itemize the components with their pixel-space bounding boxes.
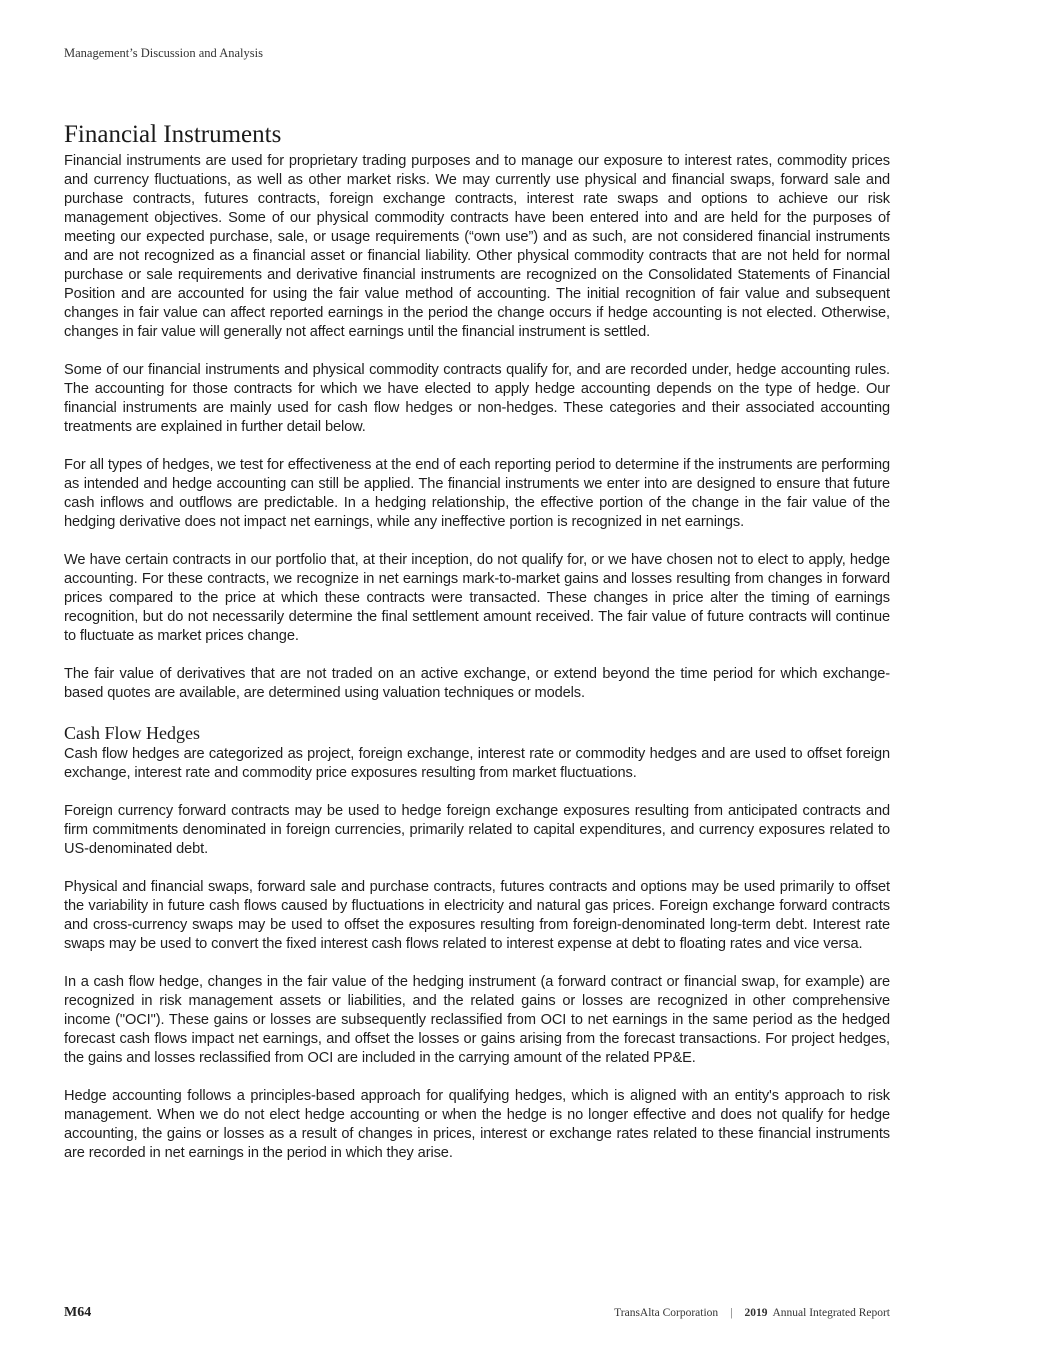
footer-report-info <box>614 1307 890 1319</box>
footer-company: TransAlta Corporation <box>614 1307 719 1319</box>
paragraph: Financial instruments are used for proprietary trading purposes and to manage our exposure to interest rates, commodity prices and currency fluctuations, as well as other market risks. We may currently use physical and financial swaps, forward sale and purchase contracts, futures contracts, foreign exchange contracts, interest rate swaps and options to achieve our risk management objectives. Some of our physical commodity contracts have been entered into and are held for the purposes of meeting our expected purchase, sale, or usage requirements (“own use”) and as such, are not considered financial instruments and are not recognized as a financial asset or financial liability. Other physical commodity contracts that are not held for normal purchase or sale requirements and derivative financial instruments are recognized on the Consolidated Statements of Financial Position and are accounted for using the fair value method of accounting. The initial recognition of fair value and subsequent changes in fair value can affect reported earnings in the period the change occurs if hedge accounting is not elected. Otherwise, changes in fair value will generally not affect earnings until the financial instrument is settled. <box>64 153 890 340</box>
page-number: M64 <box>64 1305 92 1320</box>
footer-separator: | <box>730 1307 733 1319</box>
running-header: Management’s Discussion and Analysis <box>64 46 263 60</box>
page-content <box>64 120 890 1182</box>
paragraph: Cash flow hedges are categorized as project, foreign exchange, interest rate or commodity hedges and are used to offset foreign exchange, interest rate and commodity price exposures resulting from market fluctuations. <box>64 746 890 781</box>
footer-year: 2019 <box>744 1307 768 1319</box>
cash-flow-hedges-section <box>64 722 890 1163</box>
paragraph: In a cash flow hedge, changes in the fair value of the hedging instrument (a forward contract or financial swap, for example) are recognized in risk management assets or liabilities, and the related gains or losses are recognized in other comprehensive income ("OCI"). These gains or losses are subsequently reclassified from OCI to net earnings in the same period as the hedged forecast cash flows impact net earnings, and offset the losses or gains arising from the forecast transactions. For project hedges, the gains and losses reclassified from OCI are included in the carrying amount of the related PP&E. <box>64 974 890 1066</box>
paragraph: Hedge accounting follows a principles-based approach for qualifying hedges, which is aligned with an entity's approach to risk management. When we do not elect hedge accounting or when the hedge is no longer effective and does not qualify for hedge accounting, the gains or losses as a result of changes in prices, interest or exchange rates related to these financial instruments are recorded in net earnings in the period in which they arise. <box>64 1088 890 1161</box>
paragraph: We have certain contracts in our portfolio that, at their inception, do not qualify for, or we have chosen not to elect to apply, hedge accounting. For these contracts, we recognize in net earnings mark-to-market gains and losses resulting from changes in forward prices compared to the price at which these contracts were transacted. These changes in price alter the timing of earnings recognition, but do not necessarily determine the final settlement amount received. The fair value of future contracts will continue to fluctuate as market prices change. <box>64 552 890 644</box>
footer-report-name: Annual Integrated Report <box>772 1307 890 1319</box>
financial-instruments-section <box>64 120 890 703</box>
paragraph: The fair value of derivatives that are not traded on an active exchange, or extend beyond the time period for which exchange-based quotes are available, are determined using valuation techniques or models. <box>64 666 890 701</box>
section-title-cash-flow-hedges: Cash Flow Hedges <box>64 723 200 743</box>
section-title-financial-instruments: Financial Instruments <box>64 121 282 148</box>
paragraph: For all types of hedges, we test for effectiveness at the end of each reporting period to determine if the instruments are performing as intended and hedge accounting can still be applied. The financial instruments we enter into are designed to ensure that future cash inflows and outflows are predictable. In a hedging relationship, the effective portion of the change in the fair value of the hedging derivative does not impact net earnings, while any ineffective portion is recognized in net earnings. <box>64 457 890 530</box>
paragraph: Foreign currency forward contracts may be used to hedge foreign exchange exposures resulting from anticipated contracts and firm commitments denominated in foreign currencies, primarily related to capital expenditures, and currency exposures related to US-denominated debt. <box>64 803 890 857</box>
paragraph: Some of our financial instruments and physical commodity contracts qualify for, and are recorded under, hedge accounting rules. The accounting for those contracts for which we have elected to apply hedge accounting depends on the type of hedge. Our financial instruments are mainly used for cash flow hedges or non-hedges. These categories and their associated accounting treatments are explained in further detail below. <box>64 362 890 435</box>
paragraph: Physical and financial swaps, forward sale and purchase contracts, futures contracts and options may be used primarily to offset the variability in future cash flows caused by fluctuations in electricity and natural gas prices. Foreign exchange forward contracts and cross-currency swaps may be used to offset the exposures resulting from foreign-denominated long-term debt. Interest rate swaps may be used to convert the fixed interest cash flows related to interest expense at debt to floating rates and vice versa. <box>64 879 890 952</box>
